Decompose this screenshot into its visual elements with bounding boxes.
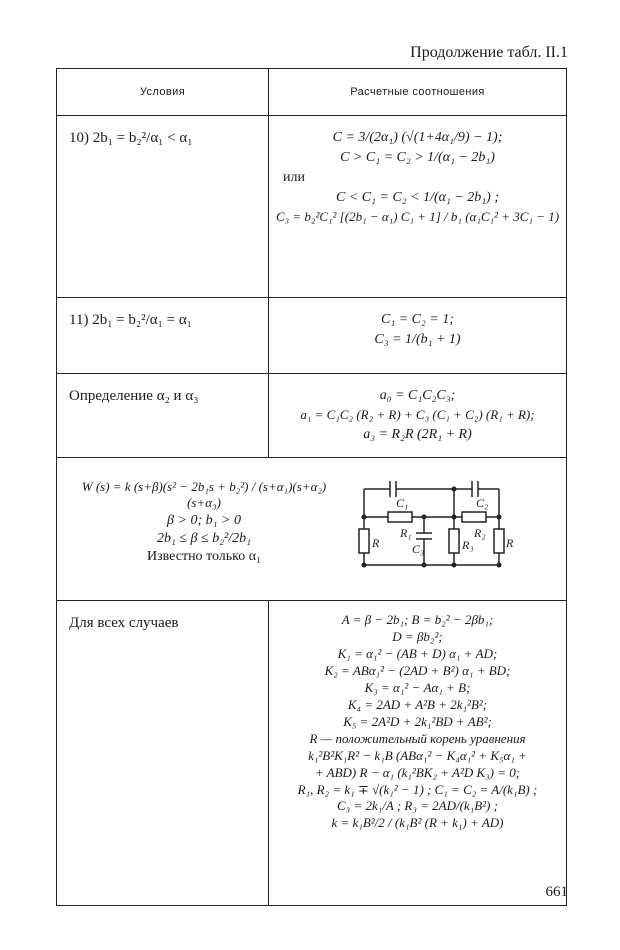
header-conditions: Условия [57, 69, 269, 116]
table-header-row [57, 69, 567, 116]
label-r-left: R [372, 536, 380, 551]
header-relations: Расчетные соотношения [269, 69, 567, 116]
label-c2: C₂ [476, 496, 489, 511]
formula-line: W (s) = k (s+β)(s² − 2b₁s + b₂²) / (s+α₁)(s+α₂)(s+α₃) [81, 479, 327, 511]
formula-line: C₃ = b₂²C₁² [(2b₁ − α₁) C₁ + 1] / b₁ (α₁C₁² + 3C₁ − 1) [275, 209, 560, 225]
label-c1: C₁ [396, 496, 409, 511]
formula-line: K₄ = 2AD + A²B + 2k₁²B²; [347, 696, 488, 712]
rc-circuit-diagram [344, 473, 514, 573]
formula-line: Известно только α₁ [147, 549, 261, 565]
formula-line: β > 0; b₁ > 0 [167, 513, 241, 529]
table-row-11 [57, 298, 567, 374]
formula-line: R — положительный корень уравнения [309, 730, 526, 746]
formula-line: K₅ = 2A²D + 2k₁²BD + AB²; [343, 713, 492, 729]
formula-line: A = β − 2b₁; B = b₂² − 2βb₁; [341, 612, 494, 628]
table-caption: Продолжение табл. II.1 [410, 44, 568, 61]
formula-line: C₃ = 1/(b₁ + 1) [374, 332, 461, 348]
formula-line: + ABD) R − α₁ (k₁²BK₂ + A²D K₃) = 0; [314, 764, 521, 780]
formula-line: C₃ = 2k₁/A ; R₃ = 2AD/(k₁B²) ; [337, 798, 498, 814]
label-r1: R₁ [400, 526, 412, 541]
formula-line: 2b₁ ≤ β ≤ b₂²/2b₁ [156, 531, 252, 547]
formula-line: k = k₁B²/2 / (k₁B² (R + k₁) + AD) [331, 815, 504, 831]
formula-line: C < C₁ = C₂ < 1/(α₁ − 2b₁) ; [336, 190, 499, 206]
formula-line: k₁²B²K₁R² − k₁B (ABα₁² − K₄α₁² + K₅α₁ + [308, 747, 527, 763]
formula-table [56, 68, 567, 906]
condition-definition: Определение α₂ и α₃ [57, 374, 269, 458]
formula-line: K₁ = α₁² − (AB + D) α₁ + AD; [337, 646, 498, 661]
formula-line: a₁ = C₁C₂ (R₂ + R) + C₃ (C₁ + C₂) (R₁ + R); [300, 407, 535, 423]
page-number: 661 [545, 884, 568, 900]
formula-line: C = 3/(2α₁) (√(1+4α₁/9) − 1); [332, 130, 503, 145]
relations-definition [269, 374, 567, 458]
formula-line: K₂ = ABα₁² − (2AD + B²) α₁ + BD; [324, 662, 511, 678]
table-row-10 [57, 116, 567, 298]
formula-line: C > C₁ = C₂ > 1/(α₁ − 2b₁) [340, 150, 495, 166]
formula-line: a₃ = R₂R (2R₁ + R) [363, 427, 472, 443]
formula-line: D = βb₂²; [392, 629, 443, 645]
relations-10 [269, 116, 567, 298]
table-row-transfer-function [57, 458, 567, 601]
condition-all-cases: Для всех случаев [57, 601, 269, 906]
transfer-function-block [74, 477, 334, 567]
formula-line: a₀ = C₁C₂C₃; [379, 388, 456, 403]
formula-line: R₁, R₂ = k₁ ∓ √(k₁² − 1) ; C₁ = C₂ = A/(k₁B) ; [297, 781, 538, 797]
table-row-definition [57, 374, 567, 458]
relations-11 [269, 298, 567, 374]
label-c3: C₃ [412, 542, 425, 557]
condition-10: 10) 2b₁ = b₂²/α₁ < α₁ [57, 116, 269, 298]
condition-11: 11) 2b₁ = b₂²/α₁ = α₁ [57, 298, 269, 374]
relations-all-cases [269, 601, 567, 906]
or-word: или [283, 170, 305, 186]
label-r3: R₃ [462, 538, 474, 553]
formula-line: K₃ = α₁² − Aα₁ + B; [364, 679, 471, 695]
formula-line: C₁ = C₂ = 1; [381, 312, 454, 327]
label-r2: R₂ [474, 526, 486, 541]
transfer-function-cell [57, 458, 567, 601]
table-row-all-cases [57, 601, 567, 906]
label-r-right: R [506, 536, 514, 551]
